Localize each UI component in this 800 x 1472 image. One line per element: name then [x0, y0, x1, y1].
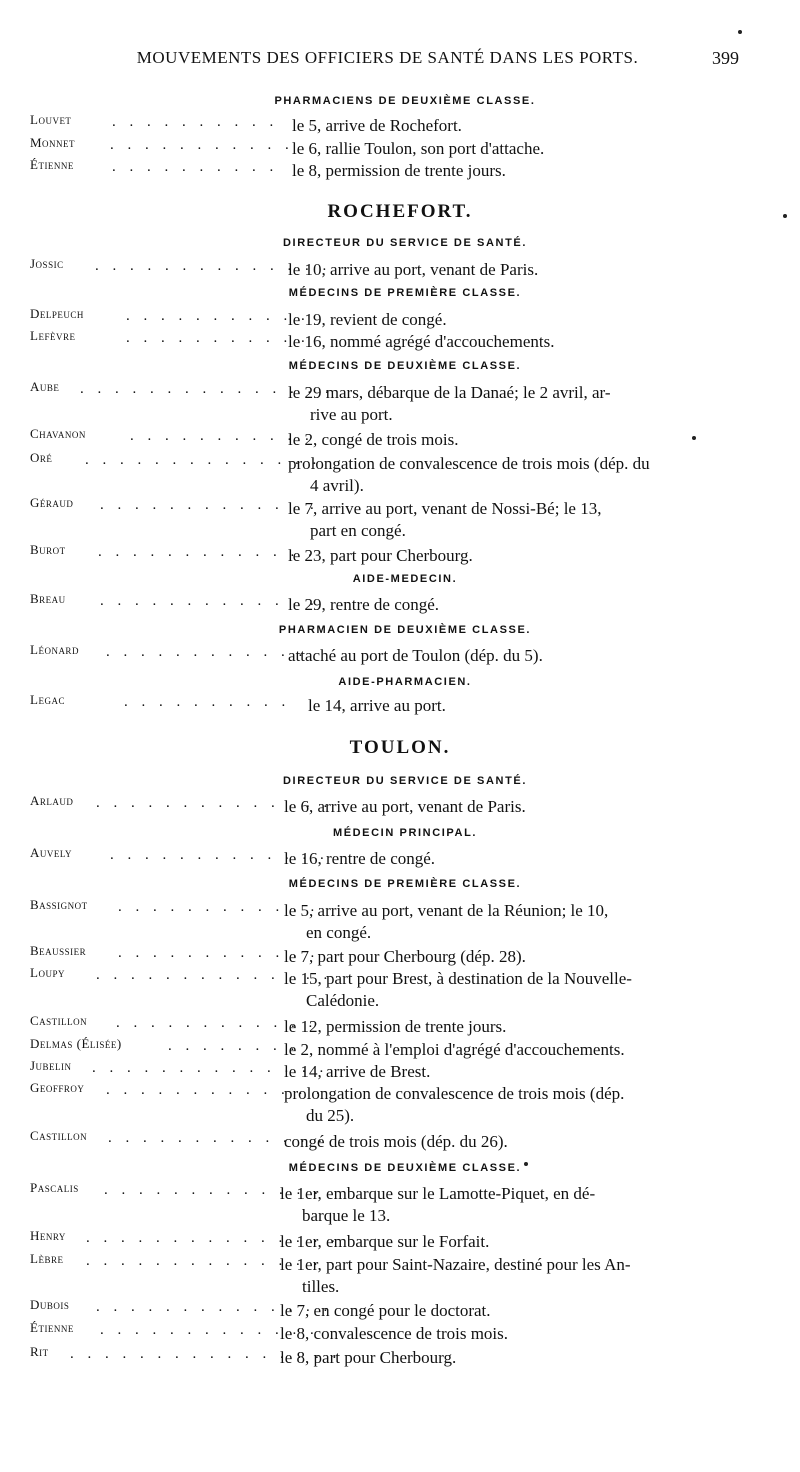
print-speck	[692, 436, 696, 440]
rank-heading: MÉDECINS DE DEUXIÈME CLASSE.	[288, 360, 522, 372]
entry-row	[0, 692, 800, 718]
entry-row	[0, 450, 800, 498]
rank-heading: MÉDECINS DE PREMIÈRE CLASSE.	[288, 878, 522, 890]
leader-dots: . . . . . . . . . . . . . . .	[80, 381, 334, 397]
entry-line-1: le 7, arrive au port, venant de Nossi-Bé; le 13,	[288, 499, 602, 518]
entry-text	[284, 968, 734, 1012]
officer-name: Burot	[30, 542, 66, 557]
entry-text: le 14, arrive de Brest.	[284, 1062, 431, 1081]
entry-text: le 8, convalescence de trois mois.	[280, 1324, 509, 1343]
leader-dots: . . . . . . . . . . . .	[118, 945, 320, 961]
entry-text: le 2, congé de trois mois.	[288, 430, 459, 449]
entry-line-2: du 25).	[306, 1106, 355, 1125]
entry-row	[0, 1320, 800, 1346]
entry-text	[280, 1254, 730, 1298]
running-title: MOUVEMENTS DES OFFICIERS DE SANTÉ DANS LES PORTS.	[136, 48, 639, 67]
entry-text	[280, 1183, 730, 1227]
entry-text: le 6, rallie Toulon, son port d'attache.	[292, 139, 545, 158]
entry-row	[0, 379, 800, 427]
leader-dots: . . . . . . . . . . . . .	[108, 1130, 327, 1146]
rank-heading: AIDE-MEDECIN.	[352, 573, 458, 585]
officer-name: Dubois	[30, 1297, 70, 1312]
leader-dots: . . . . . . . . . . . . .	[100, 497, 319, 513]
entry-text: le 8, permission de trente jours.	[292, 161, 506, 180]
leader-dots: . . . . . . . . . . . . . . .	[86, 1253, 340, 1269]
entry-text: le 6, arrive au port, venant de Paris.	[284, 797, 526, 816]
entry-text: attaché au port de Toulon (dép. du 5).	[288, 646, 543, 665]
rank-heading: PHARMACIEN DE DEUXIÈME CLASSE.	[278, 624, 532, 636]
leader-dots: . . . . . . . . . . . .	[106, 644, 308, 660]
entry-line-1: le 29 mars, débarque de la Danaé; le 2 avril, ar-	[288, 383, 611, 402]
entry-line-2: en congé.	[306, 923, 372, 942]
leader-dots: . . . . . . . . . . .	[110, 137, 294, 153]
officer-name: Castillon	[30, 1128, 88, 1143]
entry-line-2: rive au port.	[310, 405, 393, 424]
leader-dots: . . . . . . . . . . . . .	[110, 847, 329, 863]
officer-name: Étienne	[30, 1320, 74, 1335]
leader-dots: . . . . . . . . . . . . . .	[85, 452, 322, 468]
leader-dots: . . . . . . . . . . . . . .	[96, 967, 333, 983]
entry-row	[0, 965, 800, 1013]
leader-dots: . . . . . . . . . . . . . .	[96, 1299, 333, 1315]
entry-text: le 12, permission de trente jours.	[284, 1017, 507, 1036]
page-number: 399	[712, 48, 739, 68]
entry-line-2: tilles.	[302, 1277, 340, 1296]
entry-row	[0, 642, 800, 668]
entry-text: le 23, part pour Cherbourg.	[288, 546, 473, 565]
officer-name: Lèbre	[30, 1251, 64, 1266]
officer-name: Castillon	[30, 1013, 88, 1028]
officer-name: Geoffroy	[30, 1080, 85, 1095]
officer-name: Rit	[30, 1344, 49, 1359]
leader-dots: . . . . . . . . . . . . .	[106, 1082, 325, 1098]
rank-heading: AIDE-PHARMACIEN.	[338, 676, 472, 688]
leader-dots: . . . . . . . . . . . . . . . .	[70, 1346, 342, 1362]
officer-name: Pascalis	[30, 1180, 79, 1195]
entry-text	[288, 453, 738, 497]
entry-row	[0, 495, 800, 543]
officer-name: Géraud	[30, 495, 74, 510]
port-heading-rochefort: ROCHEFORT.	[327, 201, 473, 222]
entry-row	[0, 157, 800, 183]
officer-name: Aube	[30, 379, 60, 394]
rank-heading: DIRECTEUR DU SERVICE DE SANTÉ.	[283, 237, 527, 249]
entry-line-1: le 1er, embarque sur le Lamotte-Piquet, en dé-	[280, 1184, 596, 1203]
officer-name: Louvet	[30, 112, 72, 127]
entry-row	[0, 845, 800, 871]
officer-name: Léonard	[30, 642, 79, 657]
officer-name: Breau	[30, 591, 66, 606]
entry-text	[288, 382, 738, 426]
entry-text: le 19, revient de congé.	[288, 310, 447, 329]
officer-name: Legac	[30, 692, 65, 707]
officer-name: Chavanon	[30, 426, 86, 441]
entry-line-1: le 1er, part pour Saint-Nazaire, destiné pour les An-	[280, 1255, 631, 1274]
officer-name: Oré	[30, 450, 53, 465]
leader-dots: . . . . . . . . . . . . .	[100, 593, 319, 609]
officer-name: Jossic	[30, 256, 64, 271]
entry-text: le 1er, embarque sur le Forfait.	[280, 1232, 490, 1251]
leader-dots: . . . . . . . . . . . .	[116, 1015, 318, 1031]
leader-dots: . . . . . . . . . . . . . .	[92, 1060, 329, 1076]
entry-text: le 5, arrive de Rochefort.	[292, 116, 462, 135]
entry-row	[0, 1180, 800, 1228]
entry-row	[0, 591, 800, 617]
officer-name: Bassignot	[30, 897, 88, 912]
leader-dots: . . . . . . . . . . .	[126, 308, 310, 324]
entry-line-1: le 5, arrive au port, venant de la Réunion; le 10,	[284, 901, 609, 920]
print-speck	[783, 214, 787, 218]
entry-row	[0, 1080, 800, 1128]
leader-dots: . . . . . . . .	[168, 1038, 300, 1054]
entry-text: le 8, part pour Cherbourg.	[280, 1348, 457, 1367]
entry-row	[0, 793, 800, 819]
officer-name: Delpeuch	[30, 306, 84, 321]
entry-line-2: part en congé.	[310, 521, 406, 540]
officer-name: Auvely	[30, 845, 72, 860]
leader-dots: . . . . . . . . . . . .	[118, 899, 320, 915]
entry-line-2: Calédonie.	[306, 991, 380, 1010]
officer-name: Henry	[30, 1228, 66, 1243]
entry-text	[284, 1083, 734, 1127]
leader-dots: . . . . . . . . . .	[112, 159, 279, 175]
rank-heading: PHARMACIENS DE DEUXIÈME CLASSE.	[274, 95, 536, 107]
officer-name: Arlaud	[30, 793, 74, 808]
entry-line-2: 4 avril).	[310, 476, 364, 495]
entry-row	[0, 542, 800, 568]
leader-dots: . . . . . . . . . . . . .	[98, 544, 317, 560]
leader-dots: . . . . . . . . . .	[124, 694, 291, 710]
officer-name: Étienne	[30, 157, 74, 172]
leader-dots: . . . . . . . . . . . . . .	[95, 258, 332, 274]
officer-name: Lefèvre	[30, 328, 76, 343]
entry-line-1: prolongation de convalescence de trois mois (dép.	[284, 1084, 625, 1103]
entry-text: congé de trois mois (dép. du 26).	[284, 1132, 508, 1151]
entry-row	[0, 1128, 800, 1154]
entry-text: le 10, arrive au port, venant de Paris.	[288, 260, 539, 279]
rank-heading: DIRECTEUR DU SERVICE DE SANTÉ.	[283, 775, 527, 787]
entry-row	[0, 328, 800, 354]
leader-dots: . . . . . . . . . . . . .	[104, 1182, 323, 1198]
entry-row	[0, 426, 800, 452]
leader-dots: . . . . . . . . . . .	[130, 428, 314, 444]
officer-name: Delmas (Élisée)	[30, 1036, 122, 1051]
entry-row	[0, 1344, 800, 1370]
entry-text: le 29, rentre de congé.	[288, 595, 440, 614]
leader-dots: . . . . . . . . . . . . .	[100, 1322, 319, 1338]
entry-text: le 14, arrive au port.	[308, 696, 446, 715]
rank-heading: MÉDECINS DE DEUXIÈME CLASSE.	[288, 1162, 522, 1174]
print-speck	[524, 1162, 528, 1166]
entry-row	[0, 256, 800, 282]
officer-name: Jubelin	[30, 1058, 72, 1073]
entry-line-2: barque le 13.	[302, 1206, 391, 1225]
leader-dots: . . . . . . . . . .	[112, 114, 279, 130]
entry-text: le 7, en congé pour le doctorat.	[280, 1301, 491, 1320]
entry-text: le 16, nommé agrégé d'accouchements.	[288, 332, 555, 351]
leader-dots: . . . . . . . . . . .	[126, 330, 310, 346]
officer-name: Monnet	[30, 135, 76, 150]
entry-text: le 7, part pour Cherbourg (dép. 28).	[284, 947, 526, 966]
entry-text: le 16, rentre de congé.	[284, 849, 436, 868]
officer-name: Beaussier	[30, 943, 87, 958]
port-heading-toulon: TOULON.	[349, 737, 451, 758]
rank-heading: MÉDECIN PRINCIPAL.	[332, 827, 478, 839]
print-speck	[738, 30, 742, 34]
entry-line-1: le 15, part pour Brest, à destination de la Nouvelle-	[284, 969, 632, 988]
leader-dots: . . . . . . . . . . . . . .	[96, 795, 333, 811]
leader-dots: . . . . . . . . . . . . . . .	[86, 1230, 340, 1246]
entry-text: le 2, nommé à l'emploi d'agrégé d'accouchements.	[284, 1040, 625, 1059]
entry-line-1: prolongation de convalescence de trois mois (dép. du	[288, 454, 650, 473]
officer-name: Loupy	[30, 965, 65, 980]
entry-text	[288, 498, 738, 542]
rank-heading: MÉDECINS DE PREMIÈRE CLASSE.	[288, 287, 522, 299]
entry-row	[0, 897, 800, 945]
entry-text	[284, 900, 734, 944]
entry-row	[0, 1251, 800, 1299]
